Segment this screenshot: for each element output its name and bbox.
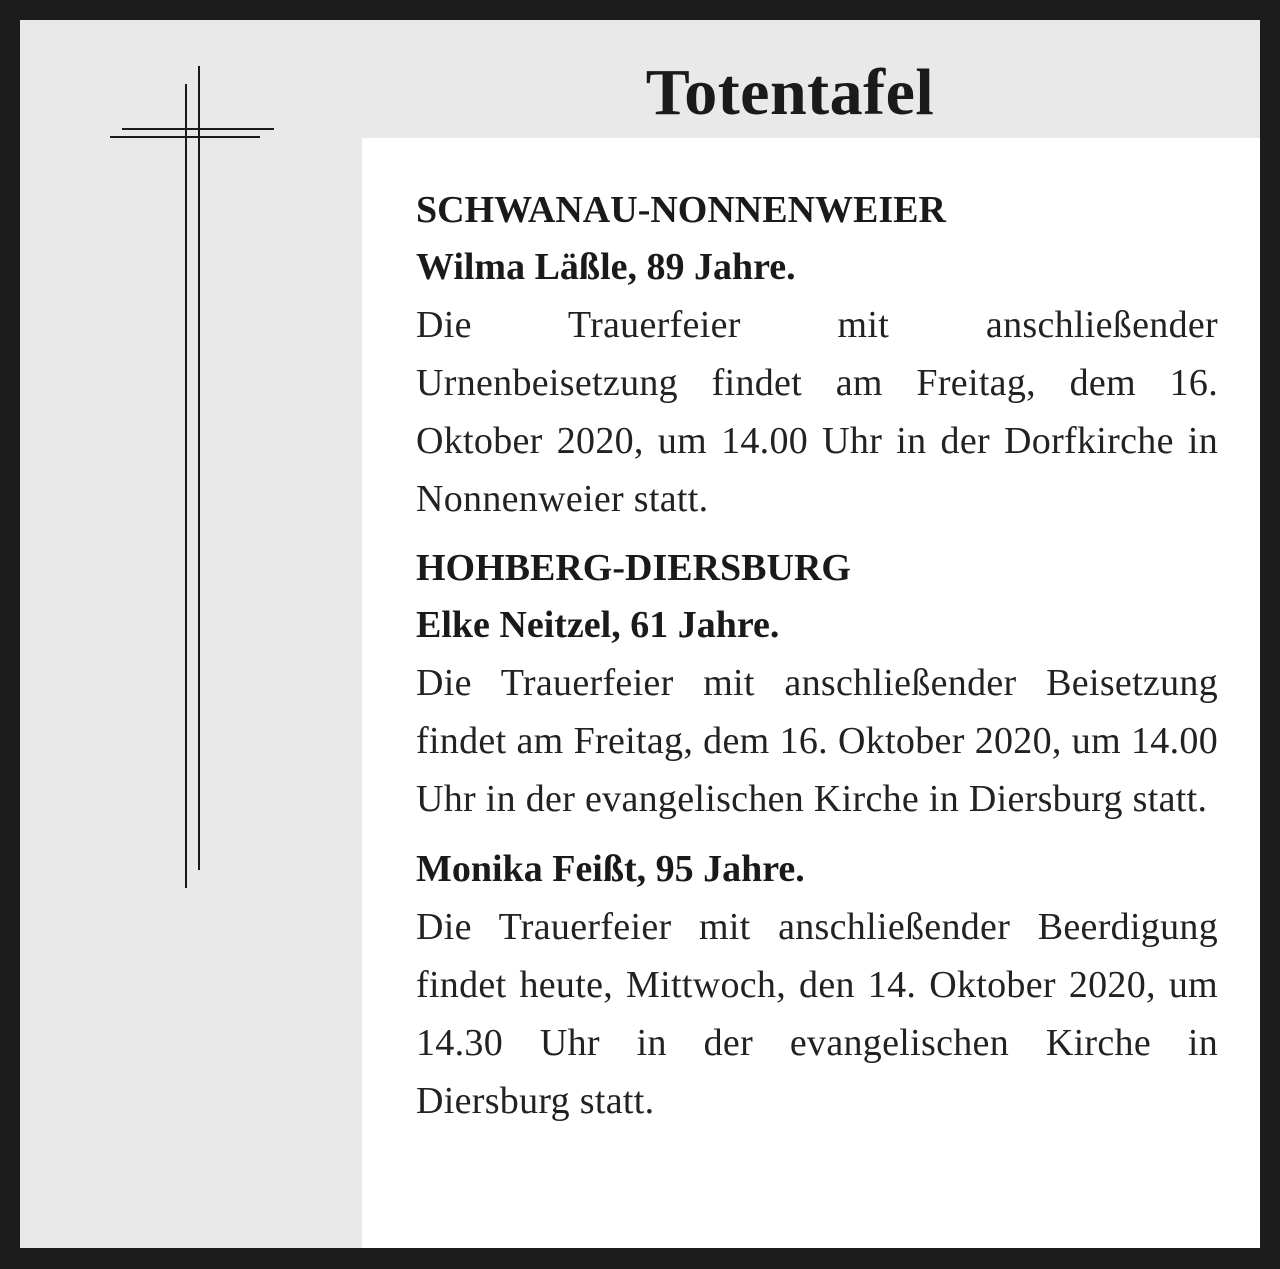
entry-location: SCHWANAU-NONNENWEIER <box>416 189 946 231</box>
obituary-frame <box>20 20 1260 1248</box>
entry-name: Monika Feißt, 95 Jahre. <box>416 848 805 890</box>
obituary-entry <box>416 840 1218 1130</box>
obituary-list <box>362 138 1260 1248</box>
entry-location: HOHBERG-DIERSBURG <box>416 547 851 589</box>
entry-text: Die Trauerfeier mit anschließender Beisetzung findet am Freitag, dem 16. Oktober 2020, um 14.00 Uhr in der evangelischen Kirche in Diersburg statt. <box>416 662 1218 820</box>
entry-name: Elke Neitzel, 61 Jahre. <box>416 604 780 646</box>
cross-icon <box>110 66 274 888</box>
entry-text: Die Trauerfeier mit anschließender Urnenbeisetzung findet am Freitag, dem 16. Oktober 2020, um 14.00 Uhr in der Dorfkirche in Nonnenweier statt. <box>416 304 1218 520</box>
entry-text: Die Trauerfeier mit anschließender Beerdigung findet heute, Mittwoch, den 14. Oktober 2020, um 14.30 Uhr in der evangelischen Kirche in Diersburg statt. <box>416 906 1218 1122</box>
obituary-entry <box>416 182 1218 528</box>
obituary-entry <box>416 540 1218 828</box>
page-title: Totentafel <box>645 56 935 129</box>
entry-name: Wilma Läßle, 89 Jahre. <box>416 246 796 288</box>
